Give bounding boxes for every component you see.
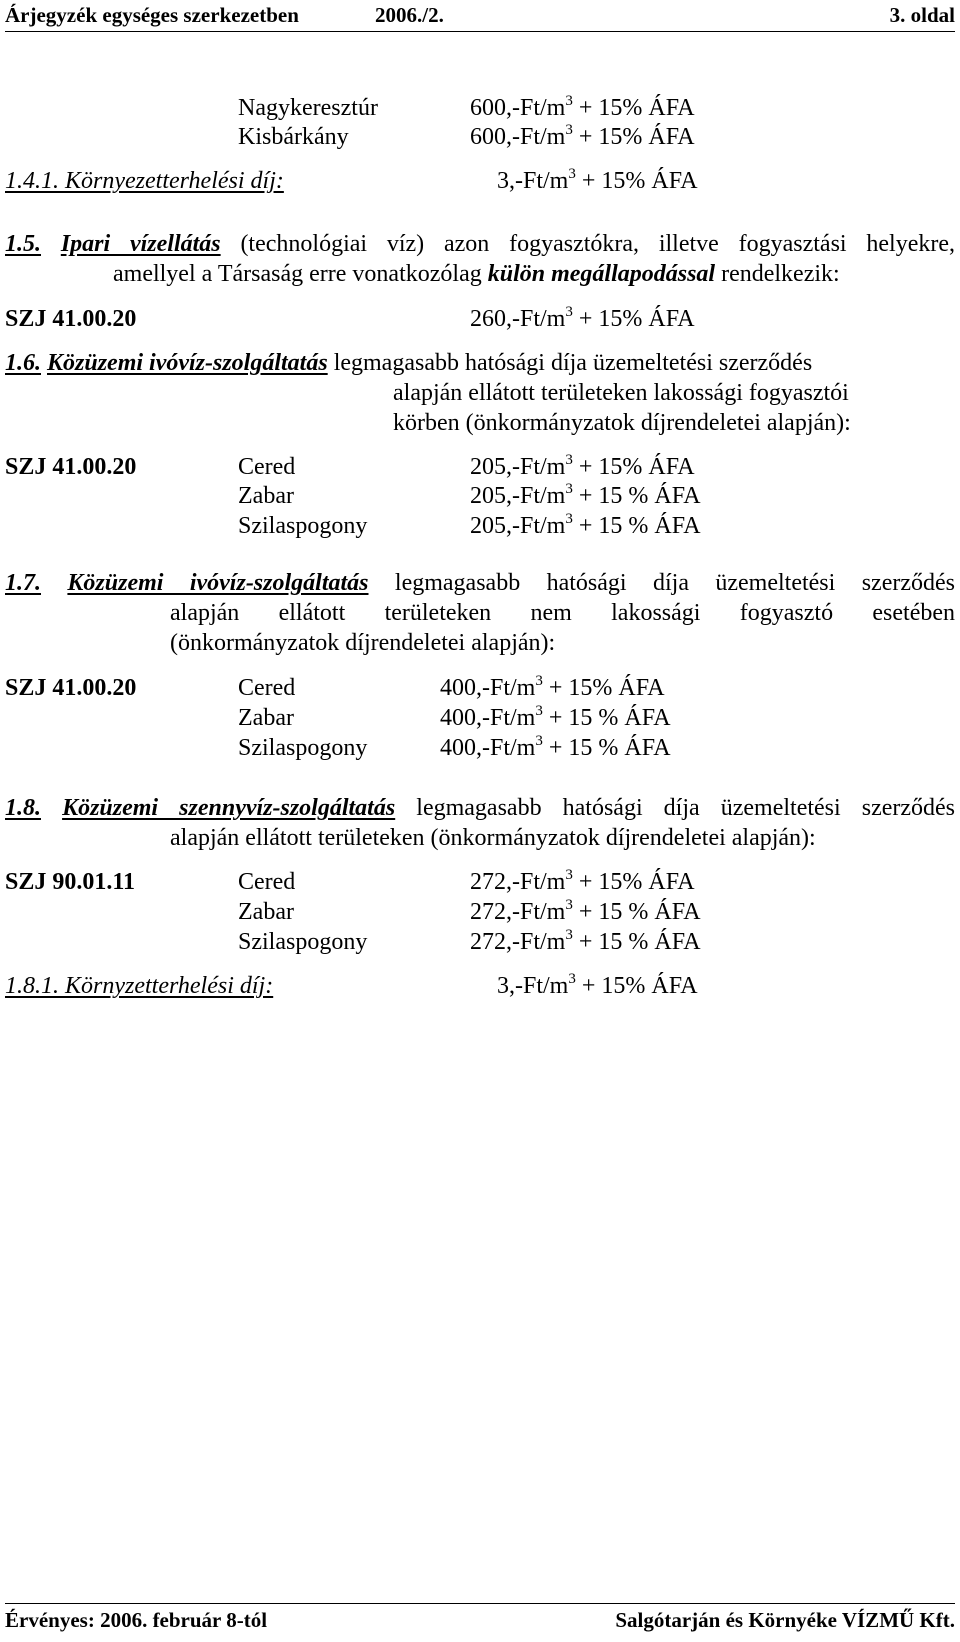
price-row-value: $600,-Ft/m^3 + 15\%$ ÁFA [470,122,695,150]
price-row-value: $205,-Ft/m^3 + 15$ % ÁFA [470,511,701,539]
price-row-value: $400,-Ft/m^3 + 15\%$ ÁFA [440,673,665,701]
page-number: 3. oldal [889,3,955,27]
section-1-5-text: amellyel a Társaság erre vonatkozólag külön megállapodással rendelkezik: [113,261,840,287]
footer-rule [5,1603,955,1604]
footer-company: Salgótarján és Környéke VÍZMŰ Kft. [615,1608,955,1632]
price-row-value: $272,-Ft/m^3 + 15$ % ÁFA [470,897,701,925]
section-1-6-text: körben (önkormányzatok díjrendeletei alapján): [393,410,851,436]
section-1-8-heading: 1.8. Közüzemi szennyvíz-szolgáltatás legmagasabb hatósági díja üzemeltetési szerződés [5,795,956,821]
price-row-place: Szilaspogony [238,929,368,955]
price-row-value: $272,-Ft/m^3 + 15$ % ÁFA [470,927,701,955]
section-1-5-heading: 1.5. Ipari vízellátás (technológiai víz) azon fogyasztókra, illetve fogyasztási helyekre, [5,231,956,257]
price-row-place: Cered [238,675,296,701]
section-1-7-heading: 1.7. Közüzemi ivóvíz-szolgáltatás legmagasabb hatósági díja üzemeltetési szerződés [5,570,955,596]
section-1-8-text: alapján ellátott területeken (önkormányzatok díjrendeletei alapján): [170,825,816,851]
subsection-1-8-1-price: $3,-Ft/m^3 + 15\%$ ÁFA [497,971,698,999]
price-row-value: $205,-Ft/m^3 + 15\%$ ÁFA [470,452,695,480]
price-row-value: $600,-Ft/m^3 + 15\%$ ÁFA [470,93,695,121]
szj-code: SZJ 41.00.20 [5,675,137,701]
price-value: $260,-Ft/m^3 + 15\%$ ÁFA [470,304,695,332]
document-date: 2006./2. [375,3,444,27]
subsection-1-8-1-heading: 1.8.1. Környzetterhelési díj: [5,973,274,999]
szj-code: SZJ 90.01.11 [5,869,136,895]
price-row-value: $400,-Ft/m^3 + 15$ % ÁFA [440,733,671,761]
price-row-place: Zabar [238,705,294,731]
price-row-value: $272,-Ft/m^3 + 15\%$ ÁFA [470,867,695,895]
subsection-1-4-1-heading: 1.4.1. Környezetterhelési díj: [5,168,284,194]
price-row-place: Cered [238,869,296,895]
price-row-place: Szilaspogony [238,735,368,761]
footer-validity: Érvényes: 2006. február 8-tól [5,1608,268,1632]
document-title: Árjegyzék egységes szerkezetben [5,3,299,27]
price-row-place: Nagykeresztúr [238,95,378,121]
section-1-7-text: alapján ellátott területeken nem lakossági fogyasztó esetében [170,600,955,626]
szj-code: SZJ 41.00.20 [5,454,137,480]
section-1-6-text: alapján ellátott területeken lakossági fogyasztói [393,380,849,406]
price-row-value: $400,-Ft/m^3 + 15$ % ÁFA [440,703,671,731]
price-row-place: Kisbárkány [238,124,349,150]
price-row-value: $205,-Ft/m^3 + 15$ % ÁFA [470,481,701,509]
header-rule [5,31,955,32]
price-row-place: Szilaspogony [238,513,368,539]
section-1-7-text: (önkormányzatok díjrendeletei alapján): [170,630,556,656]
subsection-1-4-1-price: $3,-Ft/m^3 + 15\%$ ÁFA [497,166,698,194]
price-row-place: Zabar [238,899,294,925]
price-row-place: Cered [238,454,296,480]
section-1-6-heading: 1.6. Közüzemi ivóvíz-szolgáltatás legmagasabb hatósági díja üzemeltetési szerződés [5,350,813,376]
szj-code: SZJ 41.00.20 [5,306,137,332]
price-row-place: Zabar [238,483,294,509]
